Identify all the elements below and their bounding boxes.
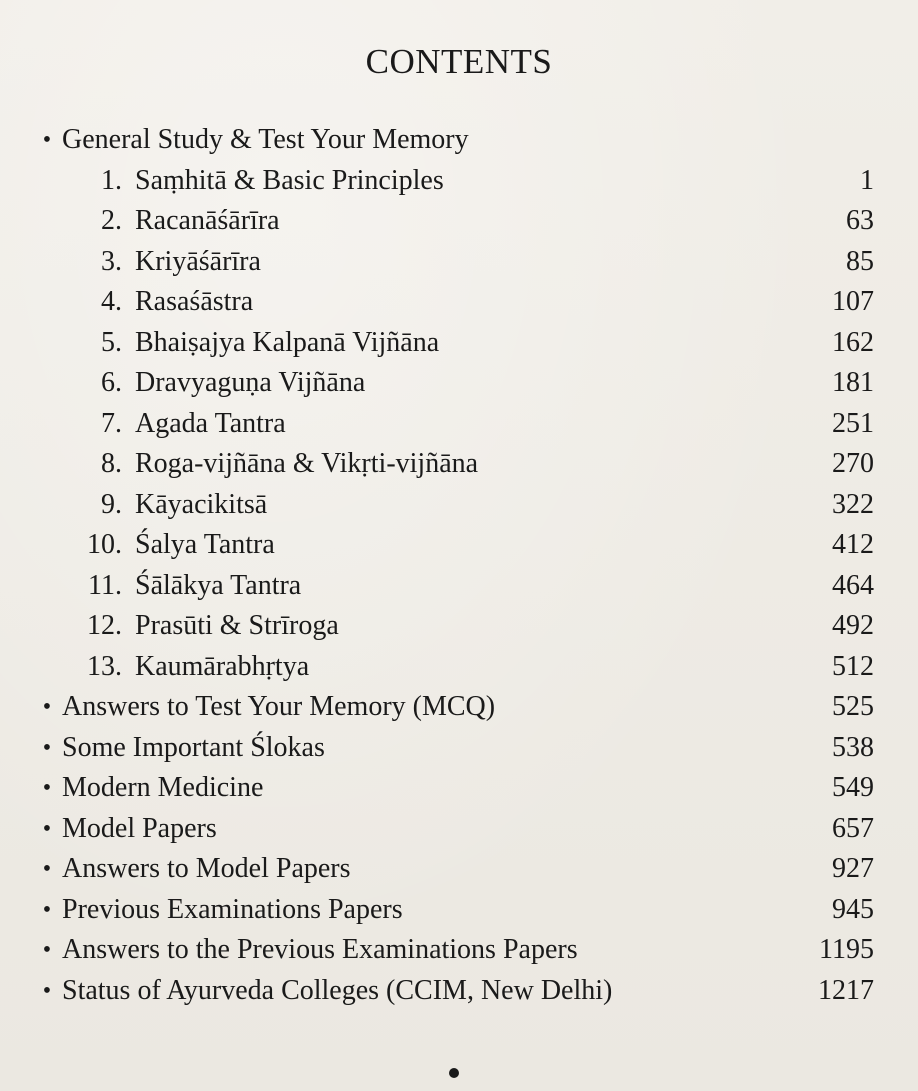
page-number: 657 [832,812,874,844]
page-number: 464 [832,569,874,601]
chapter-label: Agada Tantra [135,407,286,439]
chapter-number: 11. [88,569,122,601]
toc-section [0,849,918,889]
chapter-label: Roga-vijñāna & Vikṛti-vijñāna [135,448,479,479]
toc-section [0,890,918,930]
bullet-icon: • [42,815,52,842]
section-label: Previous Examinations Papers [62,893,403,925]
page-number: 927 [832,853,874,884]
page-number: 492 [832,610,874,641]
toc-chapter [0,363,918,403]
toc-chapter [0,323,918,363]
page-number: 538 [832,731,874,763]
chapter-label: Saṃhitā & Basic Principles [135,164,444,196]
toc-section [0,728,918,768]
section-label: General Study & Test Your Memory [62,124,469,155]
chapter-number: 7. [101,407,122,439]
chapter-number: 5. [101,326,122,358]
page-number: 525 [832,691,874,722]
toc-chapter [0,282,918,322]
page-number: 1 [860,164,874,196]
page-title: CONTENTS [365,42,553,81]
page-number: 1217 [818,974,874,1006]
toc-chapter [0,242,918,282]
toc-section-general-study [0,120,918,160]
toc-section [0,768,918,808]
toc-chapter [0,606,918,646]
chapter-number: 10. [87,529,122,560]
chapter-label: Śalya Tantra [135,529,275,560]
page-number: 945 [832,893,874,925]
chapter-number: 1. [101,164,122,196]
page-number: 270 [832,448,874,479]
bullet-icon: • [42,775,52,801]
chapter-label: Bhaiṣajya Kalpanā Vijñāna [135,326,440,358]
toc-chapter [0,404,918,444]
bullet-icon: • [42,734,52,761]
toc-chapter [0,201,918,241]
chapter-label: Prasūti & Strīroga [135,610,339,641]
bullet-icon: • [42,896,52,923]
page-number: 322 [832,488,874,520]
toc-chapter [0,485,918,525]
section-label: Modern Medicine [62,772,264,803]
section-label: Answers to Model Papers [62,853,351,884]
chapter-number: 3. [101,245,122,277]
page-number: 63 [846,205,874,236]
chapter-number: 9. [101,488,122,520]
bullet-icon: • [42,694,52,720]
footer-dot-icon [449,1068,459,1078]
toc-chapter [0,525,918,565]
chapter-number: 6. [101,367,122,398]
bullet-icon: • [42,977,52,1004]
page-number: 1195 [819,934,874,965]
chapter-number: 12. [87,610,122,641]
chapter-number: 13. [87,650,122,682]
toc-section [0,971,918,1011]
bullet-icon: • [42,937,52,963]
page-number: 107 [832,286,874,317]
bullet-icon: • [42,127,52,153]
chapter-label: Kaumārabhṛtya [135,650,310,682]
section-label: Some Important Ślokas [62,731,325,763]
page-number: 251 [832,407,874,439]
page-number: 181 [832,367,874,398]
section-label: Answers to Test Your Memory (MCQ) [62,691,496,722]
page-number: 549 [832,772,874,803]
page-number: 412 [832,529,874,560]
chapter-label: Śālākya Tantra [135,569,302,601]
section-label: Answers to the Previous Examinations Papers [62,934,578,965]
chapter-number: 8. [101,448,122,479]
toc-section [0,930,918,970]
chapter-label: Kriyāśārīra [135,245,261,277]
page-number: 512 [832,650,874,682]
toc-section [0,687,918,727]
toc-section [0,809,918,849]
toc-chapter [0,444,918,484]
chapter-number: 4. [101,286,122,317]
page-number: 85 [846,245,874,277]
section-label: Status of Ayurveda Colleges (CCIM, New Delhi) [62,974,613,1006]
section-label: Model Papers [62,812,217,844]
bullet-icon: • [42,856,52,882]
chapter-number: 2. [101,205,122,236]
toc-chapter [0,566,918,606]
chapter-label: Dravyaguṇa Vijñāna [135,367,366,398]
toc-chapter [0,647,918,687]
toc-chapter [0,161,918,201]
chapter-label: Rasaśāstra [135,286,254,317]
chapter-label: Racanāśārīra [135,205,280,236]
chapter-label: Kāyacikitsā [135,488,268,520]
page-number: 162 [832,326,874,358]
